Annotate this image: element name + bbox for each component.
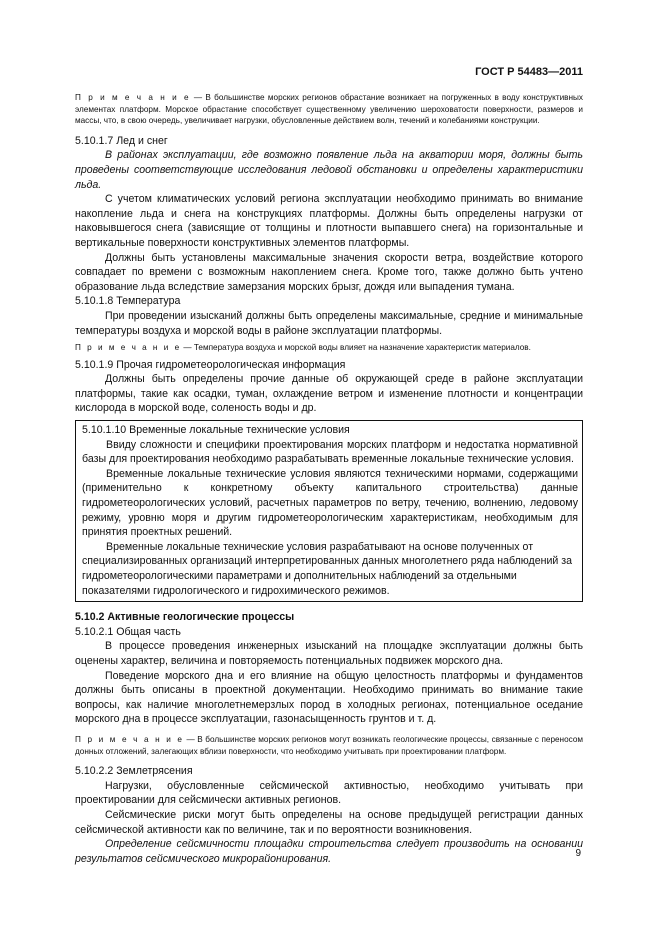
note-fouling — [75, 92, 583, 127]
heading-5-10-1-10: 5.10.1.10 Временные локальные технические условия — [82, 424, 350, 437]
heading-5-10-1-8: 5.10.1.8 Температура — [75, 295, 181, 308]
paragraph-geology-1: В процессе проведения инженерных изысканий на площадке эксплуатации должны быть оценены характер, величина и повторяемость потенциальных подвижек морского дна. — [75, 640, 583, 667]
note-text: — В большинстве морских регионов могут возникать геологические процессы, связанные с переносом донных отложений, залегающих вблизи поверхности, что необходимо учитывать при проектировании платформ. — [75, 734, 583, 756]
note-temperature — [75, 342, 583, 354]
page-content — [75, 92, 583, 866]
paragraph-temperature: При проведении изысканий должны быть определены максимальные, средние и минимальные температуры воздуха и морской воды в районе эксплуатации платформы. — [75, 309, 583, 337]
heading-5-10-1-9: 5.10.1.9 Прочая гидрометеорологическая информация — [75, 358, 346, 371]
note-label: П р и м е ч а н и е — [75, 93, 191, 102]
paragraph-earthquake-3: Определение сейсмичности площадки строительства следует производить на основании результатов сейсмического микрорайонирования. — [75, 838, 583, 865]
paragraph-local-conditions-1: Ввиду сложности и специфики проектирования морских платформ и недостатка нормативной базы для проектирования необходимо разрабатывать временные локальные технические условия. — [82, 438, 578, 466]
paragraph-earthquake-1: Нагрузки, обусловленные сейсмической активностью, необходимо учитывать при проектировании для сейсмически активных регионов. — [75, 779, 583, 807]
paragraph-ice-3: Должны быть установлены максимальные значения скорости ветра, воздействие которого совпадает по времени с возможным накоплением снега. Кроме того, также должно быть учтено образование льда вследствие замерзания морских брызг, дождя или выпадения тумана. — [75, 251, 583, 293]
heading-5-10-2: 5.10.2 Активные геологические процессы — [75, 611, 295, 624]
note-geology — [75, 734, 583, 757]
framed-section-5-10-1-10 — [75, 420, 583, 602]
note-label: П р и м е ч а н и е — [75, 734, 184, 744]
paragraph-ice-1: В районах эксплуатации, где возможно появление льда на акватории моря, должны быть проведены соответствующие исследования ледовой обстановки и определены характеристики льда. — [75, 149, 583, 191]
paragraph-ice-2: С учетом климатических условий региона эксплуатации необходимо принимать во внимание накопление льда и снега на конструкциях платформы. Должны быть определены нагрузки от наковывшегося снега (зависящие от толщины и плотности выпавшего снега) на горизонтальные и вертикальные поверхности конструктивных элементов платформы. — [75, 193, 583, 249]
note-text: — В большинстве морских регионов обрастание возникает на погруженных в воду конструктивных элементах платформ. Морское обрастание способствует существенному увеличению шероховатости поверхности, размеров и массы, что, в свою очередь, увеличивает нагрузки, обусловленные действием волн, течений и колебаниями конструкции. — [75, 93, 583, 126]
note-text: — Температура воздуха и морской воды влияет на назначение характеристик материалов. — [181, 343, 531, 353]
paragraph-other-hydromet: Должны быть определены прочие данные об окружающей среде в районе эксплуатации платформы, такие как осадки, туман, охлаждение ветром и изменение плотности и концентрации кислорода в морской воде, соленость воды и др. — [75, 373, 583, 415]
page-number: 9 — [575, 848, 581, 859]
paragraph-local-conditions-2: Временные локальные технические условия являются техническими нормами, содержащими (применительно к конкретному объекту капитального строительства) данные гидрометеорологических условий, расчетных параметров по ветру, течению, волнению, ледовому режиму, уровню моря и другим гидрометеорологическим характеристикам, необходимым для принятия проектных решений. — [82, 467, 578, 539]
paragraph-local-conditions-3: Временные локальные технические условия разрабатывают на основе полученных от специализированных организаций интерпретированных данных многолетнего ряда наблюдений за гидрометеорологическими параметрами и дополнительных наблюдений за отдельными показателями гидрологического и гидрохимического режимов. — [82, 540, 572, 597]
heading-5-10-1-7: 5.10.1.7 Лед и снег — [75, 134, 168, 147]
heading-5-10-2-1: 5.10.2.1 Общая часть — [75, 625, 181, 638]
note-label: П р и м е ч а н и е — [75, 343, 182, 353]
paragraph-earthquake-2: Сейсмические риски могут быть определены на основе предыдущей регистрации данных сейсмической активности как по величине, так и по вероятности возникновения. — [75, 808, 583, 836]
paragraph-geology-2: Поведение морского дна и его влияние на общую целостность платформы и фундаментов должны быть описаны в проектной документации. Необходимо принимать во внимание такие вопросы, как наличие многолетнемерзлых пород в холодных регионах, потенциальное оседание морского дна в процессе эксплуатации, газонасыщенность грунтов и т. д. — [75, 669, 583, 726]
document-header: ГОСТ Р 54483—2011 — [475, 66, 583, 78]
heading-5-10-2-2: 5.10.2.2 Землетрясения — [75, 765, 193, 778]
